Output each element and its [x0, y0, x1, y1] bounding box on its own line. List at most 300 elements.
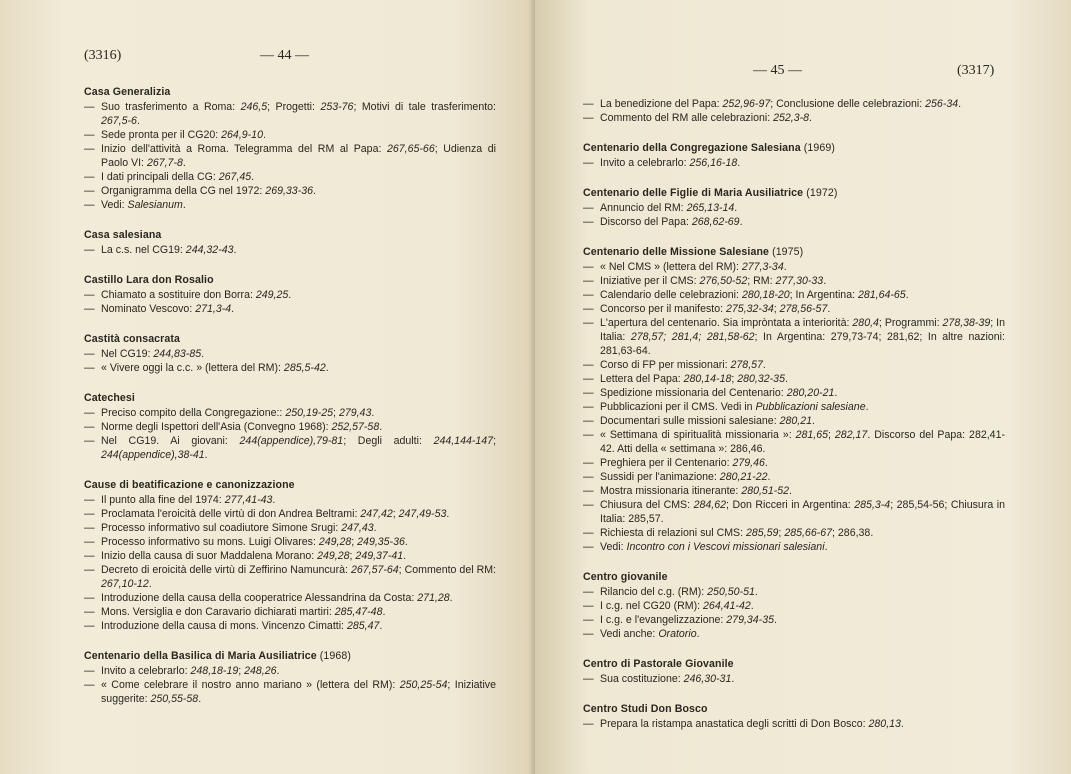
index-entry: [583, 386, 1005, 400]
entry-text: .: [824, 541, 828, 553]
entry-reference: 280,20-21: [786, 387, 835, 399]
entry-text: I c.g. e l'evangelizzazione:: [600, 614, 727, 626]
entry-text: Invito a celebrarlo:: [600, 157, 690, 169]
section-year: (1975): [772, 246, 804, 258]
entry-text: Commento del RM alle celebrazioni:: [600, 112, 774, 124]
entry-text: .: [288, 289, 292, 301]
entry-text: .: [136, 115, 140, 127]
entry-text: ;: [333, 407, 339, 419]
entry-reference: 278,38-39: [942, 317, 991, 329]
entry-text: .: [812, 415, 815, 427]
entry-text: Processo informativo sul coadiutore Simone Srugi:: [101, 522, 342, 534]
entry-text: Vedi:: [101, 199, 128, 211]
entry-text: ;: [349, 550, 356, 562]
index-entry: [583, 201, 1005, 215]
index-entry: [583, 585, 1005, 599]
section-title-text: Centenario della Basilica di Maria Ausiliatrice: [84, 650, 317, 662]
entry-text: ; In Italia:: [600, 317, 1005, 343]
entry-reference: 278,56-57: [779, 303, 828, 315]
entry-text: .: [371, 407, 375, 419]
index-entry: [583, 470, 1005, 484]
entry-reference: 249,28: [318, 536, 352, 548]
index-entry: [84, 420, 496, 434]
index-entry: [84, 288, 496, 302]
entry-text: .: [900, 718, 904, 730]
entry-text: Preciso compito della Congregazione::: [101, 407, 286, 419]
index-section: [583, 141, 1005, 170]
entry-text: .: [764, 457, 768, 469]
entry-text: .: [958, 98, 962, 110]
section-year: (1969): [803, 142, 835, 154]
left-page: [0, 0, 535, 774]
entry-reference: Salesianum: [127, 199, 183, 211]
entry-text: ;: [731, 373, 738, 385]
entry-reference: 280,4: [852, 317, 879, 329]
entry-reference: 264,9-10: [221, 129, 263, 141]
entry-reference: 280,14-18: [683, 373, 732, 385]
entry-reference: 246,5: [240, 101, 268, 113]
index-entry: [583, 111, 1005, 125]
index-section: [583, 245, 1005, 554]
index-entry: [583, 613, 1005, 627]
entry-text: Vedi:: [600, 541, 627, 553]
entry-text: .: [823, 275, 827, 287]
index-section: [583, 657, 1005, 686]
entry-reference: 271,3-4: [195, 303, 232, 315]
index-entry: [84, 619, 496, 633]
index-entry: [583, 274, 1005, 288]
entry-text: .: [834, 387, 838, 399]
index-entry: [583, 526, 1005, 540]
entry-reference: 280,13: [868, 718, 901, 730]
section-title: [84, 478, 496, 492]
section-title-text: Casa salesiana: [84, 229, 162, 241]
entry-text: Discorso del Papa:: [600, 216, 692, 228]
index-section: [84, 228, 496, 257]
entry-text: . Discorso del Papa: 282,41-42. Atti della « settimana »: 286,46.: [600, 429, 1005, 455]
entry-text: I c.g. nel CG20 (RM):: [600, 600, 704, 612]
section-title-text: Catechesi: [84, 392, 135, 404]
entry-text: .: [739, 216, 743, 228]
entry-text: « Nel CMS » (lettera del RM):: [600, 261, 742, 273]
entry-text: L'apertura del centenario. Sia impròntata a interiorità:: [600, 317, 853, 329]
entry-text: .: [382, 606, 386, 618]
entry-text: ; Udienza di Paolo VI:: [101, 143, 496, 169]
entry-text: ;: [238, 665, 245, 677]
entry-text: Spedizione missionaria del Centenario:: [600, 387, 787, 399]
entry-reference: 285,66-67: [784, 527, 833, 539]
index-entry: [84, 535, 496, 549]
entry-reference: 277,30-33: [775, 275, 824, 287]
entry-reference: 248,26: [244, 665, 277, 677]
entry-text: La benedizione del Papa:: [600, 98, 723, 110]
entry-reference: 244,83-85: [153, 348, 202, 360]
index-entry: [583, 456, 1005, 470]
entry-reference: 250,19-25: [285, 407, 334, 419]
right-index-column: [583, 97, 1005, 747]
entry-text: Il punto alla fine del 1974:: [101, 494, 225, 506]
entry-text: « Vivere oggi la c.c. » (lettera del RM):: [101, 362, 284, 374]
entry-reference: 271,28: [417, 592, 450, 604]
entry-reference: 280,18-20: [741, 289, 790, 301]
entry-text: .: [379, 620, 383, 632]
entry-text: Iniziative per il CMS:: [600, 275, 700, 287]
entry-text: Rilancio del c.g. (RM):: [600, 586, 708, 598]
left-header-code: (3316): [84, 48, 122, 63]
entry-text: « Come celebrare il nostro anno mariano » (lettera del RM):: [101, 679, 400, 691]
index-entry: [84, 563, 496, 591]
entry-reference: 256-34: [925, 98, 959, 110]
entry-text: .: [182, 157, 186, 169]
index-entry: [583, 599, 1005, 613]
index-section: [84, 478, 496, 633]
entry-reference: 265,13-14: [686, 202, 735, 214]
index-section: [583, 702, 1005, 731]
section-title: [583, 657, 1005, 671]
index-entry: [84, 678, 496, 706]
entry-reference: 267,7-8: [146, 157, 183, 169]
entry-text: Nominato Vescovo:: [101, 303, 196, 315]
index-section: [583, 570, 1005, 641]
entry-text: Pubblicazioni per il CMS. Vedi in: [600, 401, 756, 413]
entry-text: Concorso per il manifesto:: [600, 303, 727, 315]
entry-reference: 267,5-6: [101, 115, 137, 127]
entry-text: Inizio della causa di suor Maddalena Morano:: [101, 550, 318, 562]
entry-text: Nel CG19. Ai giovani:: [101, 435, 240, 447]
entry-text: Introduzione della causa della cooperatrice Alessandrina da Costa:: [101, 592, 418, 604]
entry-text: Chiamato a sostituire don Borra:: [101, 289, 256, 301]
entry-reference: 280,21: [779, 415, 812, 427]
section-title-text: Centenario delle Missione Salesiane: [583, 246, 770, 258]
index-entry: [84, 493, 496, 507]
index-entry: [84, 302, 496, 316]
index-entry: [84, 591, 496, 605]
entry-text: Introduzione della causa di mons. Vincenzo Cimatti:: [101, 620, 347, 632]
entry-text: ; 286,38.: [832, 527, 874, 539]
index-section: [84, 391, 496, 462]
entry-reference: 275,32-34: [726, 303, 774, 315]
entry-text: .: [201, 348, 205, 360]
entry-text: ; Degli adulti:: [343, 435, 434, 447]
entry-text: Suo trasferimento a Roma:: [101, 101, 241, 113]
entry-reference: 285,59: [746, 527, 779, 539]
entry-text: .: [446, 508, 450, 520]
entry-text: .: [809, 112, 812, 124]
index-section: [84, 332, 496, 375]
entry-reference: 278,57; 281,4; 281,58-62: [630, 331, 755, 343]
index-entry: [84, 100, 496, 128]
index-entry: [84, 434, 496, 462]
entry-text: .: [767, 471, 771, 483]
right-header-code: (3317): [957, 63, 995, 78]
entry-text: .: [734, 202, 738, 214]
entry-text: Organigramma della CG nel 1972:: [101, 185, 266, 197]
entry-text: Vedi anche:: [600, 628, 659, 640]
entry-text: Inizio dell'attività a Roma. Telegramma del RM al Papa:: [101, 143, 387, 155]
section-title: [84, 228, 496, 242]
entry-text: .: [774, 614, 777, 626]
entry-reference: 249,37-41: [355, 550, 404, 562]
right-page-number: — 45 —: [753, 63, 802, 78]
entry-text: .: [449, 592, 453, 604]
entry-text: ;: [392, 508, 399, 520]
right-page: [535, 0, 1071, 774]
index-entry: [583, 215, 1005, 229]
entry-text: .: [404, 536, 408, 548]
index-entry: [84, 549, 496, 563]
entry-text: Lettera del Papa:: [600, 373, 684, 385]
entry-text: .: [276, 665, 280, 677]
entry-text: .: [403, 550, 407, 562]
entry-text: ; Don Ricceri in Argentina:: [725, 499, 855, 511]
index-entry: [583, 288, 1005, 302]
index-entry: [84, 605, 496, 619]
entry-text: .: [182, 199, 186, 211]
entry-text: .: [784, 373, 788, 385]
index-entry: [84, 128, 496, 142]
entry-text: Sede pronta per il CG20:: [101, 129, 222, 141]
index-entry: [84, 184, 496, 198]
entry-reference: 244,144-147: [433, 435, 494, 447]
entry-reference: 285,5-42: [283, 362, 326, 374]
entry-reference: 247,49-53: [398, 508, 447, 520]
entry-reference: 249,25: [255, 289, 289, 301]
entry-text: .: [783, 261, 787, 273]
entry-text: ; In Argentina:: [789, 289, 858, 301]
index-entry: [583, 498, 1005, 526]
index-entry: [583, 97, 1005, 111]
entry-reference: 280,32-35: [737, 373, 785, 385]
entry-text: .: [313, 185, 316, 197]
index-entry: [84, 406, 496, 420]
section-year: (1968): [319, 650, 352, 662]
entry-reference: 267,45: [218, 171, 252, 183]
index-entry: [84, 347, 496, 361]
section-title-text: Centro giovanile: [583, 571, 668, 583]
entry-reference: 284,62: [693, 499, 726, 511]
entry-reference: 252,3-8: [773, 112, 810, 124]
entry-reference: Oratorio: [658, 628, 697, 640]
entry-text: Invito a celebrarlo:: [101, 665, 191, 677]
entry-reference: Incontro con i Vescovi missionari salesiani: [626, 541, 825, 553]
section-title: [583, 702, 1005, 716]
entry-text: ; Commento del RM:: [398, 564, 496, 576]
index-entry: [583, 260, 1005, 274]
entry-text: ; RM:: [747, 275, 776, 287]
section-title: [583, 141, 1005, 155]
index-entry: [583, 400, 1005, 414]
entry-reference: 250,55-58: [150, 693, 199, 705]
entry-text: Documentari sulle missioni salesiane:: [600, 415, 780, 427]
entry-text: ; In Argentina: 279,73-74; 281,62; In altre nazioni: 281,63-64.: [600, 331, 1005, 357]
entry-reference: 267,57-64: [350, 564, 399, 576]
entry-text: ;: [493, 435, 497, 447]
index-entry: [84, 198, 496, 212]
index-entry: [583, 627, 1005, 641]
entry-text: .: [750, 600, 754, 612]
entry-text: .: [754, 586, 758, 598]
entry-reference: 285,47: [346, 620, 380, 632]
entry-text: ;: [351, 536, 358, 548]
index-entry: [583, 156, 1005, 170]
entry-reference: 244(appendice),79-81: [239, 435, 344, 447]
entry-text: ; 285,54-56; Chiusura in Italia: 285,57.: [600, 499, 1005, 525]
entry-reference: 248,18-19: [190, 665, 239, 677]
entry-text: ;: [773, 303, 780, 315]
entry-reference: 276,50-52: [699, 275, 748, 287]
entry-text: .: [272, 494, 276, 506]
entry-text: .: [198, 693, 202, 705]
entry-reference: 279,46: [732, 457, 765, 469]
section-title-text: Centro Studi Don Bosco: [583, 703, 708, 715]
entry-reference: 268,62-69: [691, 216, 740, 228]
entry-text: .: [373, 522, 377, 534]
entry-text: .: [251, 171, 255, 183]
entry-text: ; Iniziative suggerite:: [101, 679, 496, 705]
entry-reference: 247,42: [360, 508, 393, 520]
entry-reference: 264,41-42: [703, 600, 751, 612]
index-section: [583, 186, 1005, 229]
entry-text: ; Progetti:: [267, 101, 321, 113]
entry-text: Preghiera per il Centenario:: [600, 457, 733, 469]
entry-text: Corso di FP per missionari:: [600, 359, 731, 371]
section-year: (1972): [806, 187, 838, 199]
entry-text: .: [827, 303, 831, 315]
left-index-column: [84, 85, 496, 722]
index-entry: [583, 316, 1005, 358]
entry-text: .: [262, 129, 266, 141]
index-section: [84, 649, 496, 706]
entry-text: ; Programmi:: [878, 317, 943, 329]
entry-reference: 277,41-43: [224, 494, 273, 506]
entry-reference: 282,17: [834, 429, 868, 441]
entry-text: .: [233, 244, 237, 256]
index-entry: [583, 358, 1005, 372]
entry-reference: 244,32-43: [185, 244, 234, 256]
entry-text: .: [204, 449, 208, 461]
entry-reference: 269,33-36: [265, 185, 314, 197]
entry-reference: 253-76: [320, 101, 354, 113]
section-title-text: Castità consacrata: [84, 333, 181, 345]
entry-text: .: [379, 421, 383, 433]
index-entry: [84, 664, 496, 678]
index-entry: [583, 484, 1005, 498]
index-entry: [583, 302, 1005, 316]
index-entry: [583, 672, 1005, 686]
entry-text: Richiesta di relazioni sul CMS:: [600, 527, 747, 539]
entry-text: La c.s. nel CG19:: [101, 244, 186, 256]
index-section: [84, 85, 496, 212]
entry-reference: Pubblicazioni salesiane: [755, 401, 866, 413]
index-entry: [583, 372, 1005, 386]
entry-text: .: [148, 578, 152, 590]
index-entry: [583, 717, 1005, 731]
entry-text: I dati principali della CG:: [101, 171, 219, 183]
entry-reference: 249,35-36: [357, 536, 405, 548]
entry-reference: 252,57-58: [331, 421, 380, 433]
entry-text: .: [737, 157, 741, 169]
entry-reference: 278,57: [730, 359, 763, 371]
index-section: [583, 97, 1005, 125]
entry-text: Norme degli Ispettori dell'Asia (Convegno 1968):: [101, 421, 332, 433]
entry-reference: 279,34-35: [726, 614, 774, 626]
entry-reference: 285,3-4: [854, 499, 891, 511]
entry-text: Chiusura del CMS:: [600, 499, 694, 511]
entry-reference: 267,10-12: [101, 578, 149, 590]
entry-text: Nel CG19:: [101, 348, 154, 360]
section-title: [84, 273, 496, 287]
entry-text: Proclamata l'eroicità delle virtù di don Andrea Beltrami:: [101, 508, 361, 520]
section-title-text: Casa Generalizia: [84, 86, 171, 98]
entry-text: .: [789, 485, 792, 497]
entry-text: .: [731, 673, 735, 685]
entry-text: Prepara la ristampa anastatica degli scritti di Don Bosco:: [600, 718, 869, 730]
entry-text: ; Motivi di tale trasferimento:: [353, 101, 496, 113]
index-entry: [84, 507, 496, 521]
section-title: [583, 186, 1005, 200]
entry-reference: 277,3-34: [741, 261, 784, 273]
entry-reference: 281,64-65: [857, 289, 906, 301]
entry-text: Annuncio del RM:: [600, 202, 687, 214]
index-entry: [84, 243, 496, 257]
left-page-number: — 44 —: [260, 48, 309, 63]
section-title: [84, 85, 496, 99]
entry-text: Mostra missionaria itinerante:: [600, 485, 742, 497]
index-entry: [583, 540, 1005, 554]
index-entry: [84, 142, 496, 170]
entry-text: .: [696, 628, 700, 640]
entry-text: ;: [778, 527, 785, 539]
entry-reference: 280,51-52: [741, 485, 790, 497]
entry-text: Sussidi per l'animazione:: [600, 471, 720, 483]
entry-reference: 244(appendice),38-41: [101, 449, 205, 461]
entry-reference: 250,25-54: [399, 679, 448, 691]
section-title: [84, 649, 496, 663]
entry-reference: 252,96-97: [722, 98, 771, 110]
section-title-text: Castillo Lara don Rosalio: [84, 274, 214, 286]
section-title-text: Centro di Pastorale Giovanile: [583, 658, 734, 670]
entry-reference: 280,21-22: [719, 471, 768, 483]
section-title: [583, 245, 1005, 259]
entry-text: .: [231, 303, 235, 315]
section-title-text: Cause di beatificazione e canonizzazione: [84, 479, 295, 491]
index-entry: [84, 521, 496, 535]
entry-text: .: [762, 359, 766, 371]
section-title: [583, 570, 1005, 584]
entry-text: .: [905, 289, 909, 301]
entry-text: Decreto di eroicità delle virtù di Zeffirino Namuncurà:: [101, 564, 351, 576]
entry-reference: 279,43: [338, 407, 372, 419]
section-title: [84, 332, 496, 346]
index-entry: [583, 414, 1005, 428]
index-entry: [84, 361, 496, 375]
section-title: [84, 391, 496, 405]
entry-reference: 267,65-66: [387, 143, 435, 155]
entry-reference: 247,43: [341, 522, 374, 534]
entry-text: ;: [828, 429, 835, 441]
entry-text: Sua costituzione:: [600, 673, 684, 685]
entry-reference: 246,30-31: [683, 673, 732, 685]
index-entry: [84, 170, 496, 184]
entry-reference: 250,50-51: [707, 586, 755, 598]
entry-text: .: [325, 362, 329, 374]
entry-reference: 285,47-48: [334, 606, 383, 618]
entry-text: ; Conclusione delle celebrazioni:: [770, 98, 926, 110]
entry-text: « Settimana di spiritualità missionaria »:: [600, 429, 796, 441]
section-title-text: Centenario della Congregazione Salesiana: [583, 142, 801, 154]
entry-reference: 256,16-18: [689, 157, 738, 169]
index-entry: [583, 428, 1005, 456]
